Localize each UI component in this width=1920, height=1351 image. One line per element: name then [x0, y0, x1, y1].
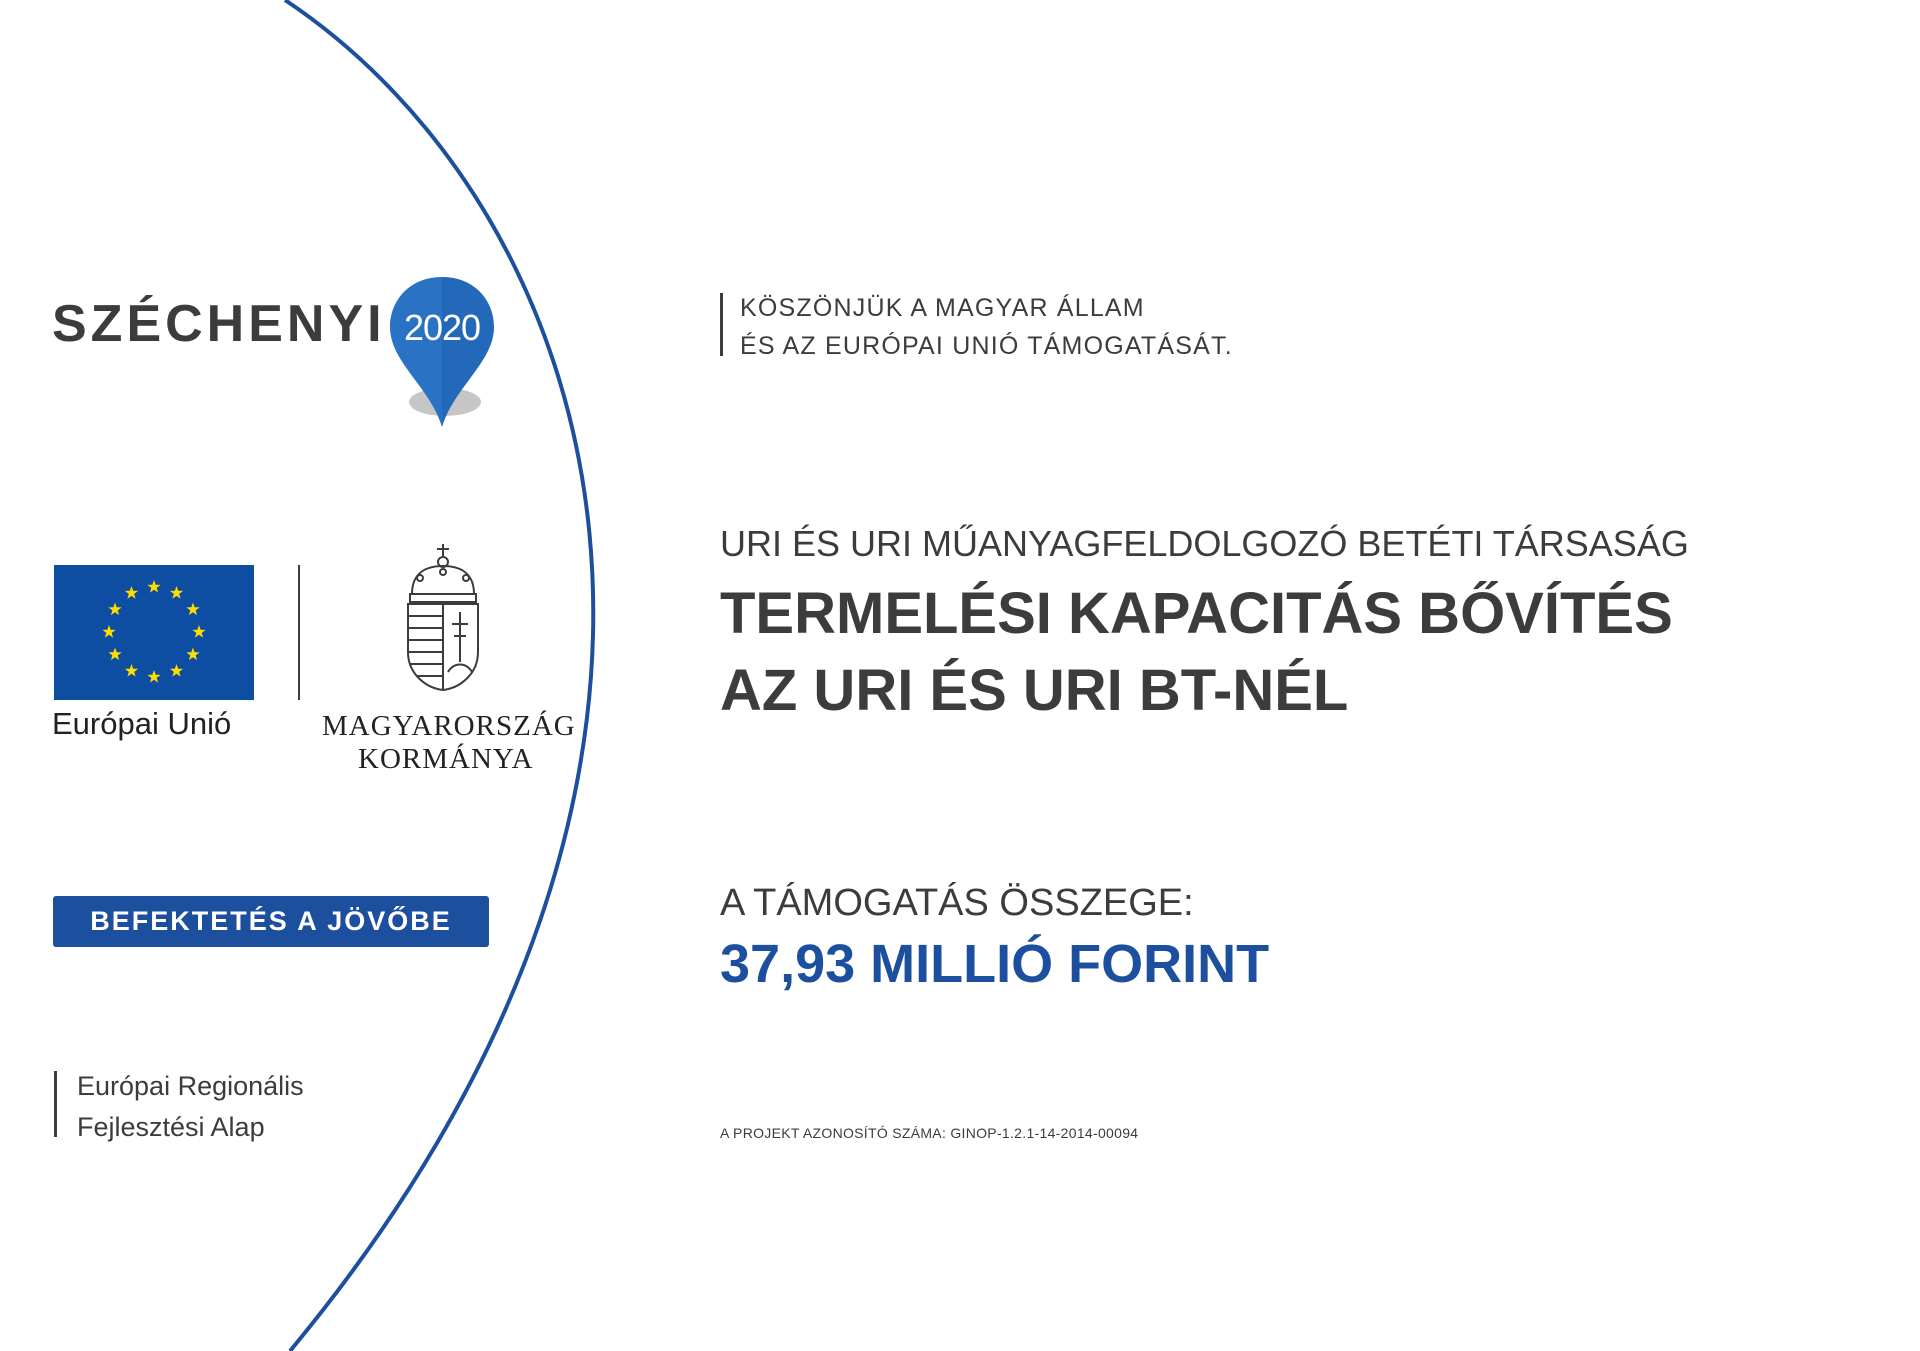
eu-star — [108, 603, 121, 616]
eu-star — [108, 648, 121, 661]
eu-stars — [54, 565, 254, 700]
szechenyi-logo-text: SZÉCHENYI — [52, 295, 386, 353]
eu-star — [147, 580, 160, 593]
investment-badge-text: BEFEKTETÉS A JÖVŐBE — [90, 906, 452, 936]
eu-star — [170, 586, 183, 599]
eu-star — [125, 586, 138, 599]
thanks-line1: KÖSZÖNJÜK A MAGYAR ÁLLAM — [740, 294, 1145, 322]
thanks-line2: ÉS AZ EURÓPAI UNIÓ TÁMOGATÁSÁT. — [740, 332, 1233, 360]
eu-star — [125, 664, 138, 677]
fund-divider — [54, 1071, 57, 1137]
thanks-divider — [720, 293, 723, 356]
amount-value: 37,93 MILLIÓ FORINT — [720, 934, 1270, 994]
fund-name-line1: Európai Regionális — [77, 1071, 304, 1101]
eu-star — [147, 670, 160, 683]
investment-badge — [53, 896, 489, 947]
eu-star — [170, 664, 183, 677]
eu-label: Európai Unió — [52, 706, 232, 741]
eu-flag-icon — [54, 565, 254, 700]
coat-of-arms-icon — [402, 542, 484, 692]
company-name: URI ÉS URI MŰANYAGFELDOLGOZÓ BETÉTI TÁRSASÁG — [720, 523, 1689, 564]
project-title-line1: TERMELÉSI KAPACITÁS BŐVÍTÉS — [720, 581, 1673, 646]
location-pin-icon — [385, 272, 500, 432]
government-name-line1: MAGYARORSZÁG — [322, 710, 576, 742]
eu-star — [186, 648, 199, 661]
project-title-line2: AZ URI ÉS URI BT-NÉL — [720, 658, 1349, 723]
fund-name-line2: Fejlesztési Alap — [77, 1112, 265, 1142]
government-name-line2: KORMÁNYA — [358, 743, 534, 775]
eu-star — [102, 625, 115, 638]
eu-star — [192, 625, 205, 638]
logo-divider — [298, 565, 300, 700]
szechenyi-year: 2020 — [403, 307, 481, 348]
project-id: A PROJEKT AZONOSÍTÓ SZÁMA: GINOP-1.2.1-14-2014-00094 — [720, 1125, 1139, 1141]
eu-star — [186, 603, 199, 616]
amount-label: A TÁMOGATÁS ÖSSZEGE: — [720, 882, 1194, 924]
